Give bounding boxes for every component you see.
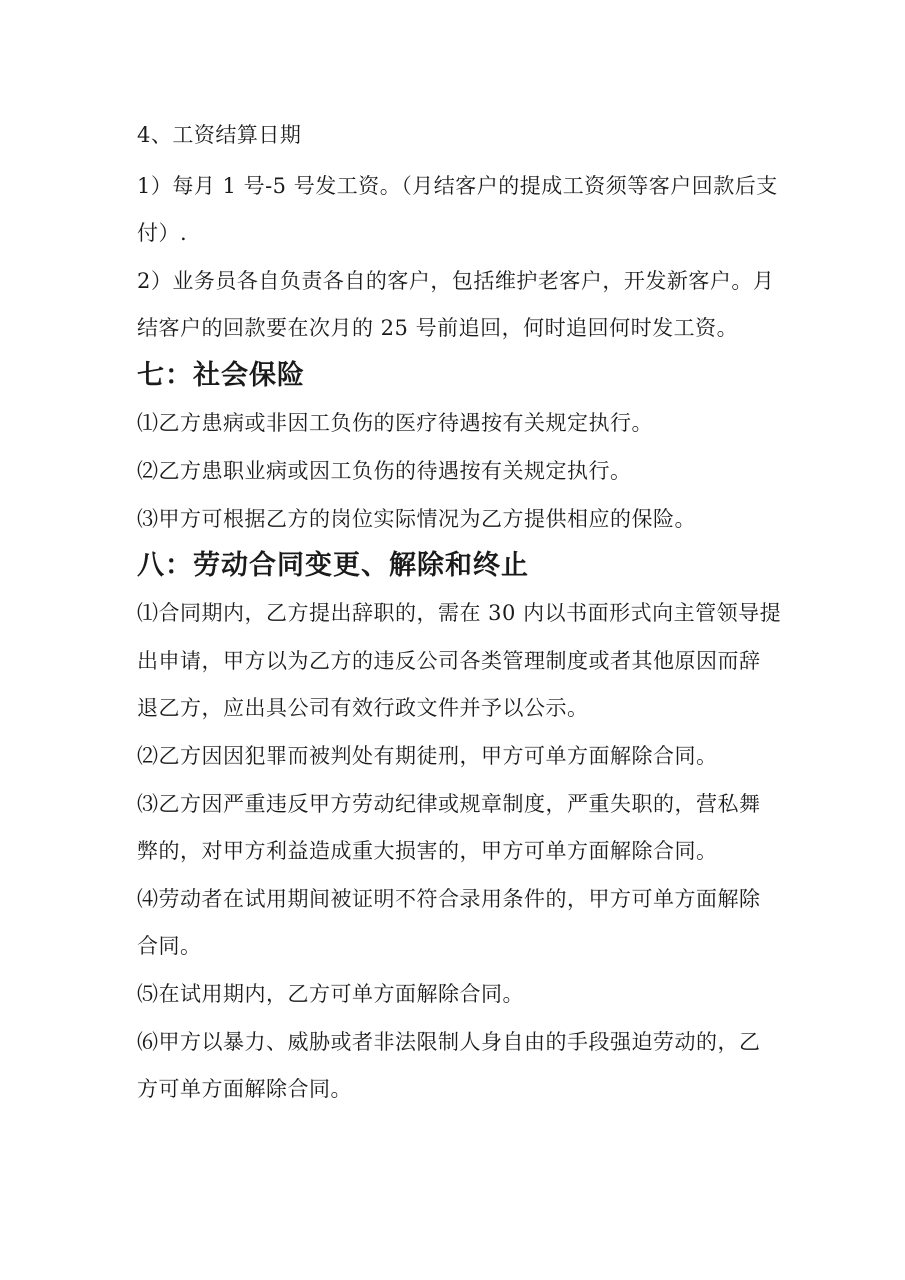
section8-item4-line2: 合同。 <box>137 934 202 958</box>
section8-item1-line2: 出申请，甲方以为乙方的违反公司各类管理制度或者其他原因而辞 <box>137 649 761 673</box>
salary-item1-line2: 付）. <box>137 221 188 245</box>
salary-item1-line1: 1）每月 1 号-5 号发工资。（月结客户的提成工资须等客户回款后支 <box>137 174 778 198</box>
section8-item2: ⑵乙方因因犯罪而被判处有期徒刑，甲方可单方面解除合同。 <box>137 744 718 768</box>
section8-item6-line1: ⑹甲方以暴力、威胁或者非法限制人身自由的手段强迫劳动的，乙 <box>137 1030 761 1054</box>
section8-item5: ⑸在试用期内，乙方可单方面解除合同。 <box>137 982 524 1006</box>
section8-item3-line2: 弊的，对甲方利益造成重大损害的，甲方可单方面解除合同。 <box>137 839 718 863</box>
section7-heading: 七：社会保险 <box>137 360 305 391</box>
section8-heading: 八：劳动合同变更、解除和终止 <box>137 550 529 581</box>
section8-item6-line2: 方可单方面解除合同。 <box>137 1077 352 1101</box>
salary-item2-line1: 2）业务员各自负责各自的客户，包括维护老客户，开发新客户。月 <box>137 269 775 293</box>
section8-item1-line1: ⑴合同期内，乙方提出辞职的，需在 30 内以书面形式向主管领导提 <box>137 601 782 625</box>
section7-item3: ⑶甲方可根据乙方的岗位实际情况为乙方提供相应的保险。 <box>137 507 696 531</box>
section7-item1: ⑴乙方患病或非因工负伤的医疗待遇按有关规定执行。 <box>137 411 653 435</box>
salary-date-title: 4、工资结算日期 <box>137 123 302 147</box>
section8-item4-line1: ⑷劳动者在试用期间被证明不符合录用条件的，甲方可单方面解除 <box>137 887 761 911</box>
section8-item3-line1: ⑶乙方因严重违反甲方劳动纪律或规章制度，严重失职的，营私舞 <box>137 792 761 816</box>
section7-item2: ⑵乙方患职业病或因工负伤的待遇按有关规定执行。 <box>137 459 632 483</box>
salary-item2-line2: 结客户的回款要在次月的 25 号前追回，何时追回何时发工资。 <box>137 316 739 340</box>
section8-item1-line3: 退乙方，应出具公司有效行政文件并予以公示。 <box>137 696 589 720</box>
